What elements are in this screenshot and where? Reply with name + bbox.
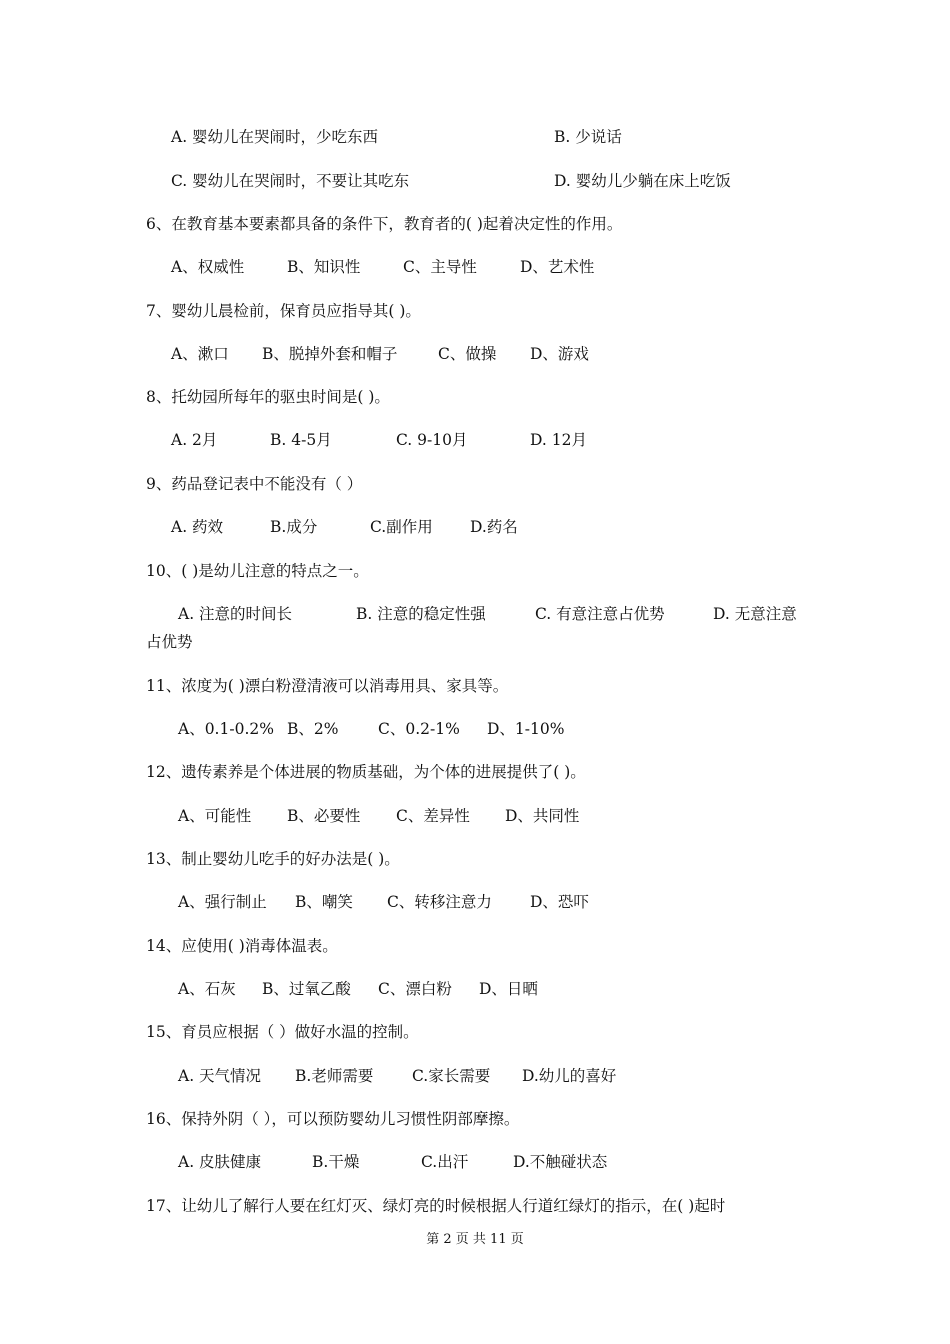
q5-option-a: A. 婴幼儿在哭闹时，少吃东西 [171, 128, 379, 146]
q6-option-b: B、知识性 [287, 258, 361, 276]
q6-option-d: D、艺术性 [520, 258, 595, 276]
question-12-stem: 12、遗传素养是个体进展的物质基础，为个体的进展提供了( )。 [146, 763, 586, 781]
q16-option-c: C.出汗 [421, 1153, 469, 1171]
q12-option-c: C、差异性 [396, 807, 470, 825]
q10-option-c: C. 有意注意占优势 [535, 605, 665, 623]
q10-option-d-wrap: 占优势 [146, 633, 193, 651]
q11-option-a: A、0.1-0.2% [178, 720, 274, 738]
q15-option-b: B.老师需要 [295, 1067, 374, 1085]
question-14-stem: 14、应使用( )消毒体温表。 [146, 937, 338, 955]
q7-option-a: A、漱口 [171, 345, 229, 363]
question-17-stem: 17、让幼儿了解行人要在红灯灭、绿灯亮的时候根据人行道红绿灯的指示，在( )起时 [146, 1197, 726, 1215]
question-7-stem: 7、婴幼儿晨检前，保育员应指导其( )。 [146, 302, 421, 320]
q6-option-a: A、权威性 [171, 258, 245, 276]
question-13-stem: 13、制止婴幼儿吃手的好办法是( )。 [146, 850, 400, 868]
q13-option-b: B、嘲笑 [295, 893, 353, 911]
q14-option-c: C、漂白粉 [378, 980, 452, 998]
q10-option-b: B. 注意的稳定性强 [356, 605, 486, 623]
question-9-stem: 9、药品登记表中不能没有（ ） [146, 475, 363, 493]
question-8-stem: 8、托幼园所每年的驱虫时间是( )。 [146, 388, 390, 406]
q15-option-c: C.家长需要 [412, 1067, 491, 1085]
q5-option-d: D. 婴幼儿少躺在床上吃饭 [554, 172, 731, 190]
q13-option-a: A、强行制止 [178, 893, 267, 911]
q11-option-c: C、0.2-1% [378, 720, 460, 738]
q6-option-c: C、主导性 [403, 258, 477, 276]
q10-option-a: A. 注意的时间长 [178, 605, 293, 623]
q5-option-c: C. 婴幼儿在哭闹时，不要让其吃东 [171, 172, 410, 190]
q8-option-d: D. 12月 [530, 431, 587, 449]
q9-option-a: A. 药效 [171, 518, 224, 536]
q14-option-b: B、过氧乙酸 [262, 980, 351, 998]
q16-option-a: A. 皮肤健康 [178, 1153, 262, 1171]
q7-option-c: C、做操 [438, 345, 497, 363]
q14-option-a: A、石灰 [178, 980, 236, 998]
question-16-stem: 16、保持外阴（ ），可以预防婴幼儿习惯性阴部摩擦。 [146, 1110, 520, 1128]
q11-option-b: B、2% [287, 720, 339, 738]
page-footer: 第 2 页 共 11 页 [426, 1232, 524, 1247]
q12-option-b: B、必要性 [287, 807, 361, 825]
q16-option-d: D.不触碰状态 [513, 1153, 608, 1171]
q12-option-a: A、可能性 [178, 807, 252, 825]
q12-option-d: D、共同性 [505, 807, 580, 825]
q5-option-b: B. 少说话 [554, 128, 622, 146]
q15-option-a: A. 天气情况 [178, 1067, 262, 1085]
q14-option-d: D、日晒 [479, 980, 538, 998]
q13-option-c: C、转移注意力 [387, 893, 492, 911]
question-10-stem: 10、( )是幼儿注意的特点之一。 [146, 562, 369, 580]
q7-option-d: D、游戏 [530, 345, 589, 363]
q10-option-d: D. 无意注意 [713, 605, 797, 623]
q7-option-b: B、脱掉外套和帽子 [262, 345, 398, 363]
q13-option-d: D、恐吓 [530, 893, 589, 911]
q9-option-d: D.药名 [470, 518, 518, 536]
q9-option-b: B.成分 [270, 518, 318, 536]
q8-option-b: B. 4-5月 [270, 431, 332, 449]
q8-option-c: C. 9-10月 [396, 431, 468, 449]
q9-option-c: C.副作用 [370, 518, 433, 536]
q16-option-b: B.干燥 [312, 1153, 360, 1171]
q15-option-d: D.幼儿的喜好 [522, 1067, 617, 1085]
q11-option-d: D、1-10% [487, 720, 565, 738]
question-6-stem: 6、在教育基本要素都具备的条件下，教育者的( )起着决定性的作用。 [146, 215, 623, 233]
question-15-stem: 15、育员应根据（ ）做好水温的控制。 [146, 1023, 419, 1041]
q8-option-a: A. 2月 [171, 431, 218, 449]
question-11-stem: 11、浓度为( )漂白粉澄清液可以消毒用具、家具等。 [146, 677, 509, 695]
